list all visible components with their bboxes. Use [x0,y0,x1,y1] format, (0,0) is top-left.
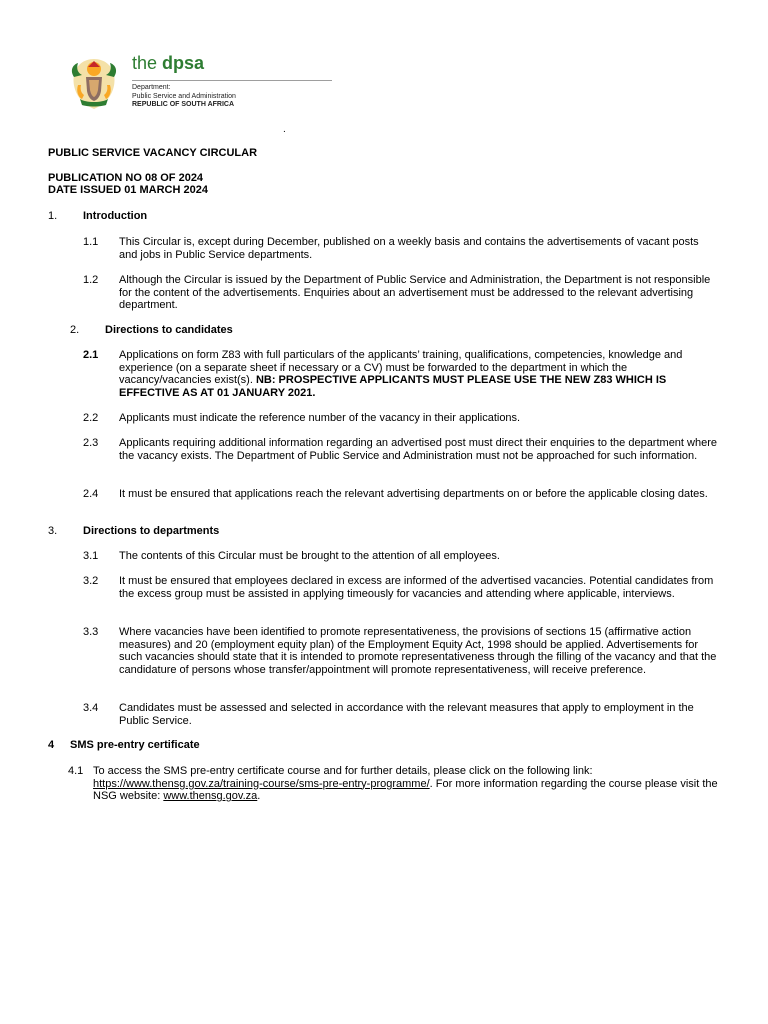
para-1-1: This Circular is, except during December, published on a weekly basis and contains the advertisements of vacant posts and jobs in Public Service departments. [119,236,699,261]
publication-number: PUBLICATION NO 08 OF 2024 [48,172,204,184]
section-3-number: 3. [48,525,58,537]
brand-divider [132,80,332,81]
section-3-title: Directions to departments [83,525,220,537]
para-4-1: To access the SMS pre-entry certificate course and for further details, please click on the following link: https://www.thensg.gov.za/training-course/sms-pre-entry-programme/. For more information regarding the course please visit the NSG website: www.thensg.gov.za. [93,765,718,802]
para-2-1-number: 2.1 [83,349,99,361]
nsg-website-link[interactable]: www.thensg.gov.za [163,790,258,802]
para-3-3-number: 3.3 [83,626,99,638]
para-1-1-number: 1.1 [83,236,99,248]
sms-course-link[interactable]: https://www.thensg.gov.za/training-course/sms-pre-entry-programme/ [93,777,430,790]
date-issued: DATE ISSUED 01 MARCH 2024 [48,184,208,196]
nb-notice: NB: PROSPECTIVE APPLICANTS MUST PLEASE USE THE NEW Z83 WHICH IS EFFECTIVE AS AT 01 JANUARY 2021. [119,374,667,399]
para-2-2-number: 2.2 [83,412,99,424]
para-2-3-number: 2.3 [83,437,99,449]
para-2-4: It must be ensured that applications reach the relevant advertising departments on or before the applicable closing dates. [119,488,708,500]
para-1-2-number: 1.2 [83,274,99,286]
section-1-number: 1. [48,210,58,222]
para-3-3: Where vacancies have been identified to promote representativeness, the provisions of sections 15 (affirmative action measures) and 20 (employment equity plan) of the Employment Equity Act, 1998 should be applied. Advertisements for such vacancies should state that it is intended to promote representativeness through the filling of the vacancy and that the candidature of persons whose transfer/appointment will promote representativeness, will receive preference. [119,626,717,676]
para-2-1: Applications on form Z83 with full particulars of the applicants’ training, qualifications, competencies, knowledge and experience (on a separate sheet if necessary or a CV) must be forwarded to the department in which the vacancy/vacancies exist(s). NB: PROSPECTIVE APPLICANTS MUST PLEASE USE THE NEW Z83 WHICH IS EFFECTIVE AS AT 01 JANUARY 2021. [119,349,683,399]
department-label: Department: Public Service and Administration REPUBLIC OF SOUTH AFRICA [132,84,236,108]
brand-name: the dpsa [132,53,205,73]
section-4-number: 4 [48,739,55,751]
para-3-2: It must be ensured that employees declared in excess are informed of the advertised vacancies. Potential candidates from the excess group must be assisted in applying timeously for vacancies and attending where applicable, interviews. [119,575,714,600]
dpsa-logo [66,53,276,113]
section-4-title: SMS pre-entry certificate [70,739,200,751]
para-3-1: The contents of this Circular must be brought to the attention of all employees. [119,550,500,562]
section-1-title: Introduction [83,210,148,222]
para-2-3: Applicants requiring additional information regarding an advertised post must direct their enquiries to the department where the vacancy exists. The Department of Public Service and Administration must not be approached for such information. [119,437,718,462]
circular-title: PUBLIC SERVICE VACANCY CIRCULAR [48,147,258,159]
para-4-1-number: 4.1 [68,765,84,777]
section-2-number: 2. [70,324,80,336]
coat-of-arms-icon [66,55,122,111]
section-2-title: Directions to candidates [105,324,233,336]
para-2-4-number: 2.4 [83,488,99,500]
para-2-2: Applicants must indicate the reference number of the vacancy in their applications. [119,412,521,424]
para-3-2-number: 3.2 [83,575,99,587]
stray-dot: . [283,124,286,135]
para-3-4-number: 3.4 [83,702,99,714]
para-1-2: Although the Circular is issued by the Department of Public Service and Administration, the Department is not responsible for the content of the advertisements. Enquiries about an advertisement must be addressed to the relevant advertising department. [119,274,711,311]
para-3-1-number: 3.1 [83,550,99,562]
para-3-4: Candidates must be assessed and selected in accordance with the relevant measures that apply to employment in the Public Service. [119,702,694,727]
